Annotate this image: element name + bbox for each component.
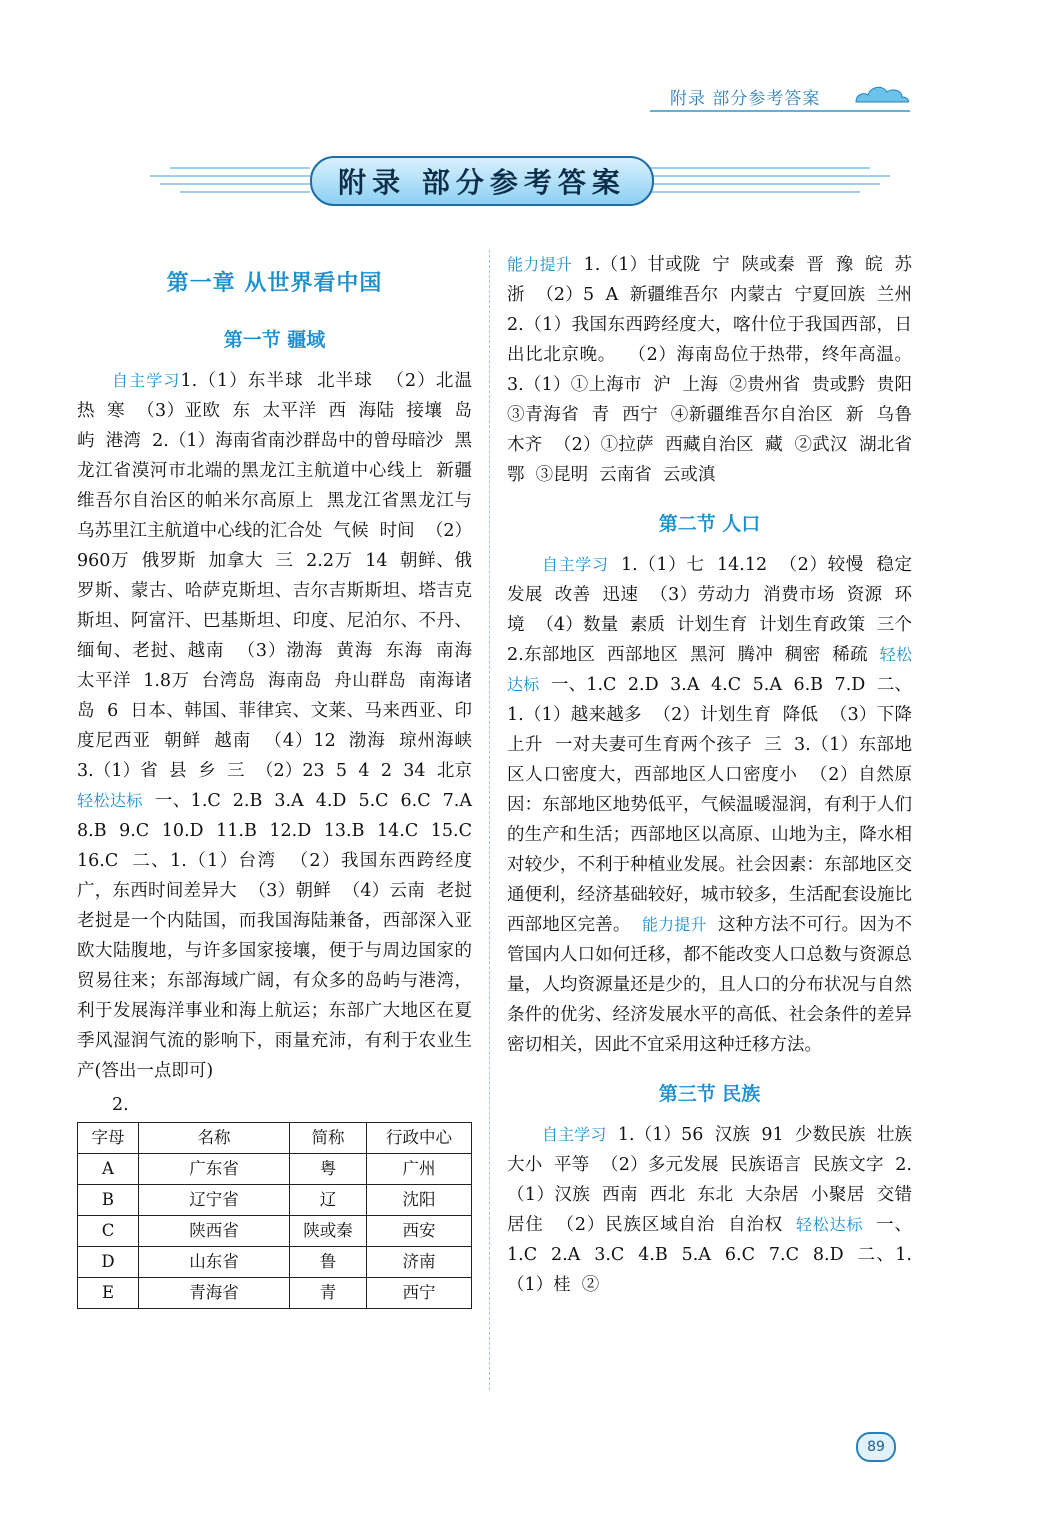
answer-text: 1.（1）甘或陇 宁 陕或秦 晋 豫 皖 苏 浙 （2）5 A 新疆维吾尔 内蒙古 宁夏回族 兰州 2.（1）我国东西跨经度大，喀什位于我国西部，日出比北京晚。 （2）海南岛位于热带，终年高温。 3.（1）①上海市 沪 上海 ②贵州省 贵或黔 贵阳 ③青海省 青 西宁 ④新疆维吾尔自治区 新 乌鲁木齐 （2）①拉萨 西藏自治区 藏 ②武汉 湖北省 鄂 ③昆明 云南省 云或滇 xyxy=(507,255,924,485)
column-header: 简称 xyxy=(290,1123,367,1154)
table-cell: 陕或秦 xyxy=(290,1216,367,1247)
answer-paragraph xyxy=(507,550,924,1060)
column-header: 字母 xyxy=(78,1123,139,1154)
column-divider xyxy=(489,250,490,1390)
table-row xyxy=(78,1278,472,1309)
answer-paragraph xyxy=(507,250,924,490)
left-column xyxy=(77,262,484,1309)
appendix-banner xyxy=(150,150,890,210)
table-row xyxy=(78,1247,472,1278)
label-easy-goal: 轻松达标 xyxy=(795,1215,864,1234)
table-cell: 辽 xyxy=(290,1185,367,1216)
table-cell: 辽宁省 xyxy=(139,1185,290,1216)
table-cell: E xyxy=(78,1278,139,1309)
page-number: 89 xyxy=(856,1432,896,1462)
chapter-title: 第一章 从世界看中国 xyxy=(166,271,383,296)
section-title-ethnic-groups: 第三节 民族 xyxy=(658,1083,761,1105)
table-cell: 青海省 xyxy=(139,1278,290,1309)
table-cell: D xyxy=(78,1247,139,1278)
table-cell: A xyxy=(78,1154,139,1185)
table-cell: 陕西省 xyxy=(139,1216,290,1247)
answer-text: 1.（1）东半球 北半球 （2）北温 热 寒 （3）亚欧 东 太平洋 西 海陆 接壤 岛屿 港湾 2.（1）海南省南沙群岛中的曾母暗沙 黑龙江省漠河市北端的黑龙江主航道中心线上 新疆维吾尔自治区的帕米尔高原上 黑龙江省黑龙江与乌苏里江主航道中心线的汇合处 气候 时间 （2）960万 俄罗斯 加拿大 三 2.2万 14 朝鲜、俄罗斯、蒙古、哈萨克斯坦、吉尔吉斯斯坦、塔吉克斯坦、阿富汗、巴基斯坦、印度、尼泊尔、不丹、缅甸、老挝、越南 （3）渤海 黄海 东海 南海 太平洋 1.8万 台湾岛 海南岛 舟山群岛 南海诸岛 6 日本、韩国、菲律宾、文莱、马来西亚、印度尼西亚 朝鲜 越南 （4）12 渤海 琼州海峡 3.（1）省 县 乡 三 （2）23 5 4 2 34 北京 xyxy=(77,371,484,781)
column-header: 名称 xyxy=(139,1123,290,1154)
running-header-text: 附录 部分参考答案 xyxy=(670,89,821,109)
table-cell: C xyxy=(78,1216,139,1247)
section-title-population: 第二节 人口 xyxy=(658,513,761,535)
banner-title: 附录 部分参考答案 xyxy=(310,156,654,206)
table-row xyxy=(78,1216,472,1247)
answer-paragraph xyxy=(507,1120,924,1300)
table-cell: 济南 xyxy=(367,1247,472,1278)
label-ability-boost: 能力提升 xyxy=(507,255,572,274)
table-cell: 西宁 xyxy=(367,1278,472,1309)
table-row xyxy=(78,1185,472,1216)
answer-text: 一、1.C 2.A 3.C 4.B 5.A 6.C 7.C 8.D 二、1.（1）桂 ② xyxy=(507,1215,912,1295)
answer-paragraph xyxy=(77,366,484,1086)
table-cell: 西安 xyxy=(367,1216,472,1247)
answer-text: 1.（1）七 14.12 （2）较慢 稳定 发展 改善 迅速 （3）劳动力 消费市场 资源 环境 （4）数量 素质 计划生育 计划生育政策 三个 2.东部地区 西部地区 黑河 腾冲 稠密 稀疏 xyxy=(507,555,924,665)
answer-text: 一、1.C 2.D 3.A 4.C 5.A 6.B 7.D 二、1.（1）越来越多 （2）计划生育 降低 （3）下降 上升 一对夫妻可生育两个孩子 三 3.（1）东部地区人口密度大，西部地区人口密度小 （2）自然原因：东部地区地势低平，气候温暖湿润，有利于人们的生产和生活；西部地区以高原、山地为主，降水相对较少，不利于种植业发展。社会因素：东部地区交通便利，经济基础较好，城市较多，生活配套设施比西部地区完善。 xyxy=(507,675,924,935)
cloud-icon xyxy=(852,80,912,106)
running-header-rule xyxy=(650,110,910,112)
province-table xyxy=(77,1122,472,1309)
table-cell: 广州 xyxy=(367,1154,472,1185)
label-easy-goal: 轻松达标 xyxy=(77,791,143,810)
answer-text: 一、1.C 2.B 3.A 4.D 5.C 6.C 7.A 8.B 9.C 10.D 11.B 12.D 13.B 14.C 15.C 16.C 二、1.（1）台湾 （2）我国东西跨经度广，东西时间差异大 （3）朝鲜 （4）云南 老挝 老挝是一个内陆国，而我国海陆兼备，西部深入亚欧大陆腹地，与许多国家接壤，便于与周边国家的贸易往来；东部海域广阔，有众多的岛屿与港湾，利于发展海洋事业和海上航运；东部广大地区在夏季风湿润气流的影响下，雨量充沛，有利于农业生产(答出一点即可) xyxy=(77,791,484,1081)
table-cell: B xyxy=(78,1185,139,1216)
table-header-row xyxy=(78,1123,472,1154)
table-cell: 鲁 xyxy=(290,1247,367,1278)
label-self-study: 自主学习 xyxy=(542,555,609,574)
label-self-study: 自主学习 xyxy=(112,371,181,390)
label-easy-goal: 轻松达标 xyxy=(507,645,912,694)
section-title-territory: 第一节 疆域 xyxy=(223,329,326,351)
column-header: 行政中心 xyxy=(367,1123,472,1154)
table-question-number: 2. xyxy=(112,1095,129,1115)
answer-text: 1.（1）56 汉族 91 少数民族 壮族 大小 平等 （2）多元发展 民族语言 民族文字 2.（1）汉族 西南 西北 东北 大杂居 小聚居 交错居住 （2）民族区域自治 自治权 xyxy=(507,1125,924,1235)
table-cell: 沈阳 xyxy=(367,1185,472,1216)
table-cell: 粤 xyxy=(290,1154,367,1185)
answer-text: 这种方法不可行。因为不管国内人口如何迁移，都不能改变人口总数与资源总量，人均资源量还是少的，且人口的分布状况与自然条件的优劣、经济发展水平的高低、社会条件的差异密切相关，因此不宜采用这种迁移方法。 xyxy=(507,915,913,1055)
table-cell: 青 xyxy=(290,1278,367,1309)
label-self-study: 自主学习 xyxy=(542,1125,607,1144)
running-header xyxy=(650,78,910,112)
table-row xyxy=(78,1154,472,1185)
right-column xyxy=(507,250,924,1300)
label-ability-boost: 能力提升 xyxy=(641,915,707,934)
table-cell: 山东省 xyxy=(139,1247,290,1278)
table-cell: 广东省 xyxy=(139,1154,290,1185)
